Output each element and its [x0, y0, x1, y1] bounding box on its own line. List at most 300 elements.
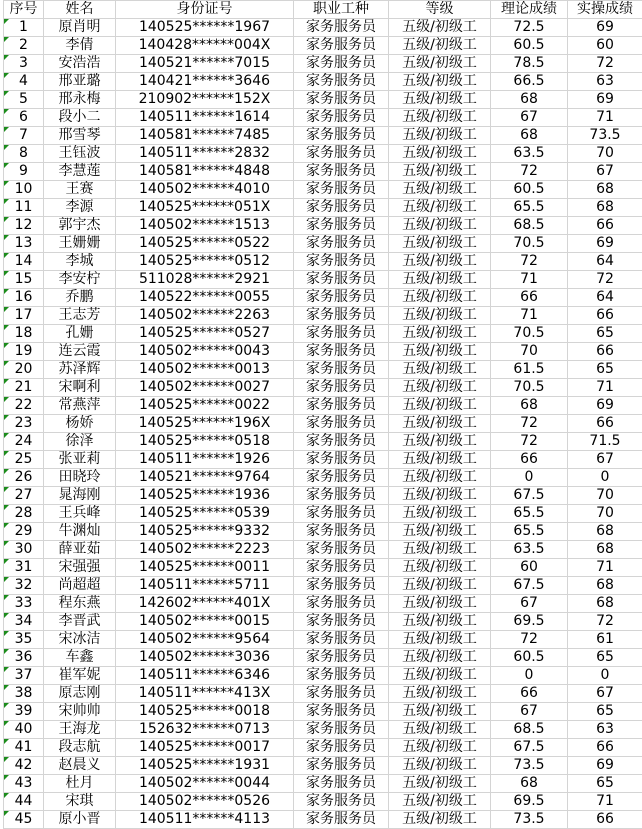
cell-id-number[interactable]: 140525******196X — [116, 415, 294, 433]
cell-occupation[interactable]: 家务服务员 — [294, 703, 389, 721]
cell-seq[interactable] — [4, 577, 44, 595]
header-cell-theory-score[interactable]: 理论成绩 — [491, 1, 568, 19]
cell-practical-score[interactable]: 70 — [568, 487, 642, 505]
cell-practical-score[interactable]: 65 — [568, 649, 642, 667]
cell-occupation[interactable]: 家务服务员 — [294, 181, 389, 199]
cell-level[interactable]: 五级/初级工 — [389, 811, 491, 829]
cell-seq[interactable] — [4, 397, 44, 415]
cell-id-number[interactable]: 140428******004X — [116, 37, 294, 55]
cell-seq[interactable] — [4, 451, 44, 469]
cell-name[interactable]: 崔军妮 — [44, 667, 116, 685]
header-cell-practical-score[interactable]: 实操成绩 — [568, 1, 642, 19]
cell-seq[interactable] — [4, 37, 44, 55]
cell-level[interactable]: 五级/初级工 — [389, 325, 491, 343]
cell-name[interactable]: 原肖明 — [44, 19, 116, 37]
cell-seq[interactable] — [4, 505, 44, 523]
cell-practical-score[interactable]: 69 — [568, 757, 642, 775]
cell-occupation[interactable]: 家务服务员 — [294, 199, 389, 217]
cell-occupation[interactable]: 家务服务员 — [294, 811, 389, 829]
cell-practical-score[interactable]: 67 — [568, 163, 642, 181]
cell-occupation[interactable]: 家务服务员 — [294, 451, 389, 469]
cell-id-number[interactable]: 210902******152X — [116, 91, 294, 109]
cell-name[interactable]: 连云霞 — [44, 343, 116, 361]
cell-theory-score[interactable]: 65.5 — [491, 199, 568, 217]
cell-seq[interactable] — [4, 613, 44, 631]
cell-level[interactable]: 五级/初级工 — [389, 397, 491, 415]
cell-id-number[interactable]: 140525******0011 — [116, 559, 294, 577]
cell-practical-score[interactable]: 72 — [568, 55, 642, 73]
cell-occupation[interactable]: 家务服务员 — [294, 307, 389, 325]
cell-level[interactable]: 五级/初级工 — [389, 631, 491, 649]
cell-practical-score[interactable]: 66 — [568, 217, 642, 235]
cell-level[interactable]: 五级/初级工 — [389, 271, 491, 289]
cell-name[interactable]: 王志芳 — [44, 307, 116, 325]
cell-seq[interactable] — [4, 541, 44, 559]
cell-name[interactable]: 宋强强 — [44, 559, 116, 577]
cell-level[interactable]: 五级/初级工 — [389, 253, 491, 271]
cell-practical-score[interactable]: 68 — [568, 595, 642, 613]
cell-name[interactable]: 李源 — [44, 199, 116, 217]
cell-id-number[interactable]: 140525******051X — [116, 199, 294, 217]
cell-seq[interactable] — [4, 631, 44, 649]
cell-occupation[interactable]: 家务服务员 — [294, 559, 389, 577]
cell-occupation[interactable]: 家务服务员 — [294, 55, 389, 73]
cell-occupation[interactable]: 家务服务员 — [294, 505, 389, 523]
cell-practical-score[interactable]: 71.5 — [568, 433, 642, 451]
cell-practical-score[interactable]: 72 — [568, 613, 642, 631]
cell-level[interactable]: 五级/初级工 — [389, 289, 491, 307]
cell-name[interactable]: 郭宇杰 — [44, 217, 116, 235]
cell-level[interactable]: 五级/初级工 — [389, 361, 491, 379]
cell-practical-score[interactable]: 66 — [568, 415, 642, 433]
cell-name[interactable]: 杜月 — [44, 775, 116, 793]
cell-theory-score[interactable]: 72 — [491, 253, 568, 271]
cell-practical-score[interactable]: 70 — [568, 145, 642, 163]
cell-seq[interactable] — [4, 289, 44, 307]
cell-occupation[interactable]: 家务服务员 — [294, 631, 389, 649]
cell-occupation[interactable]: 家务服务员 — [294, 379, 389, 397]
cell-name[interactable]: 张亚莉 — [44, 451, 116, 469]
cell-name[interactable]: 段志航 — [44, 739, 116, 757]
cell-level[interactable]: 五级/初级工 — [389, 703, 491, 721]
cell-level[interactable]: 五级/初级工 — [389, 217, 491, 235]
cell-occupation[interactable]: 家务服务员 — [294, 793, 389, 811]
cell-occupation[interactable]: 家务服务员 — [294, 163, 389, 181]
cell-occupation[interactable]: 家务服务员 — [294, 253, 389, 271]
cell-id-number[interactable]: 140502******0027 — [116, 379, 294, 397]
cell-name[interactable]: 牛渊灿 — [44, 523, 116, 541]
cell-level[interactable]: 五级/初级工 — [389, 163, 491, 181]
cell-practical-score[interactable]: 0 — [568, 667, 642, 685]
cell-seq[interactable] — [4, 649, 44, 667]
cell-practical-score[interactable]: 65 — [568, 775, 642, 793]
cell-level[interactable]: 五级/初级工 — [389, 73, 491, 91]
cell-id-number[interactable]: 140525******9332 — [116, 523, 294, 541]
cell-theory-score[interactable]: 66 — [491, 685, 568, 703]
cell-seq[interactable] — [4, 181, 44, 199]
cell-seq[interactable] — [4, 523, 44, 541]
cell-id-number[interactable]: 140511******6346 — [116, 667, 294, 685]
cell-theory-score[interactable]: 66 — [491, 451, 568, 469]
cell-theory-score[interactable]: 71 — [491, 307, 568, 325]
cell-seq[interactable] — [4, 379, 44, 397]
cell-practical-score[interactable]: 68 — [568, 577, 642, 595]
header-cell-level[interactable]: 等级 — [389, 1, 491, 19]
cell-theory-score[interactable]: 65.5 — [491, 505, 568, 523]
cell-theory-score[interactable]: 67 — [491, 595, 568, 613]
cell-theory-score[interactable]: 60 — [491, 559, 568, 577]
cell-theory-score[interactable]: 65.5 — [491, 523, 568, 541]
cell-id-number[interactable]: 140525******0512 — [116, 253, 294, 271]
cell-id-number[interactable]: 140525******0518 — [116, 433, 294, 451]
cell-theory-score[interactable]: 60.5 — [491, 649, 568, 667]
cell-id-number[interactable]: 140525******0522 — [116, 235, 294, 253]
cell-level[interactable]: 五级/初级工 — [389, 181, 491, 199]
cell-id-number[interactable]: 140502******4010 — [116, 181, 294, 199]
cell-level[interactable]: 五级/初级工 — [389, 505, 491, 523]
cell-practical-score[interactable]: 61 — [568, 631, 642, 649]
cell-id-number[interactable]: 140521******9764 — [116, 469, 294, 487]
cell-theory-score[interactable]: 72 — [491, 163, 568, 181]
cell-occupation[interactable]: 家务服务员 — [294, 361, 389, 379]
cell-name[interactable]: 宋冰洁 — [44, 631, 116, 649]
cell-level[interactable]: 五级/初级工 — [389, 19, 491, 37]
cell-name[interactable]: 薛亚茹 — [44, 541, 116, 559]
cell-name[interactable]: 安浩浩 — [44, 55, 116, 73]
cell-level[interactable]: 五级/初级工 — [389, 433, 491, 451]
cell-level[interactable]: 五级/初级工 — [389, 109, 491, 127]
cell-occupation[interactable]: 家务服务员 — [294, 595, 389, 613]
cell-id-number[interactable]: 140525******0017 — [116, 739, 294, 757]
cell-name[interactable]: 宋啊利 — [44, 379, 116, 397]
cell-theory-score[interactable]: 68.5 — [491, 721, 568, 739]
cell-seq[interactable] — [4, 145, 44, 163]
cell-id-number[interactable]: 140522******0055 — [116, 289, 294, 307]
cell-practical-score[interactable]: 66 — [568, 739, 642, 757]
cell-occupation[interactable]: 家务服务员 — [294, 613, 389, 631]
cell-name[interactable]: 常燕萍 — [44, 397, 116, 415]
cell-seq[interactable] — [4, 811, 44, 829]
cell-theory-score[interactable]: 67.5 — [491, 739, 568, 757]
cell-name[interactable]: 田晓玲 — [44, 469, 116, 487]
cell-practical-score[interactable]: 65 — [568, 361, 642, 379]
cell-seq[interactable] — [4, 307, 44, 325]
cell-practical-score[interactable]: 63 — [568, 73, 642, 91]
cell-name[interactable]: 赵晨义 — [44, 757, 116, 775]
cell-name[interactable]: 李城 — [44, 253, 116, 271]
cell-theory-score[interactable]: 63.5 — [491, 541, 568, 559]
cell-occupation[interactable]: 家务服务员 — [294, 217, 389, 235]
cell-level[interactable]: 五级/初级工 — [389, 55, 491, 73]
cell-name[interactable]: 晁海刚 — [44, 487, 116, 505]
cell-theory-score[interactable]: 70.5 — [491, 325, 568, 343]
cell-seq[interactable] — [4, 559, 44, 577]
cell-seq[interactable] — [4, 271, 44, 289]
cell-practical-score[interactable]: 60 — [568, 37, 642, 55]
cell-id-number[interactable]: 140502******2263 — [116, 307, 294, 325]
header-cell-occupation[interactable]: 职业工种 — [294, 1, 389, 19]
cell-theory-score[interactable]: 70.5 — [491, 235, 568, 253]
cell-id-number[interactable]: 140421******3646 — [116, 73, 294, 91]
cell-seq[interactable] — [4, 127, 44, 145]
cell-theory-score[interactable]: 72 — [491, 433, 568, 451]
cell-id-number[interactable]: 140502******0526 — [116, 793, 294, 811]
cell-seq[interactable] — [4, 253, 44, 271]
cell-name[interactable]: 李晋武 — [44, 613, 116, 631]
cell-name[interactable]: 孔姗 — [44, 325, 116, 343]
cell-theory-score[interactable]: 63.5 — [491, 145, 568, 163]
cell-theory-score[interactable]: 70.5 — [491, 379, 568, 397]
cell-theory-score[interactable]: 69.5 — [491, 793, 568, 811]
cell-theory-score[interactable]: 72.5 — [491, 19, 568, 37]
cell-seq[interactable] — [4, 163, 44, 181]
cell-seq[interactable] — [4, 595, 44, 613]
cell-name[interactable]: 宋琪 — [44, 793, 116, 811]
cell-theory-score[interactable]: 66.5 — [491, 73, 568, 91]
cell-occupation[interactable]: 家务服务员 — [294, 325, 389, 343]
cell-seq[interactable] — [4, 757, 44, 775]
cell-id-number[interactable]: 140525******1967 — [116, 19, 294, 37]
cell-level[interactable]: 五级/初级工 — [389, 451, 491, 469]
cell-id-number[interactable]: 140502******9564 — [116, 631, 294, 649]
cell-occupation[interactable]: 家务服务员 — [294, 397, 389, 415]
cell-level[interactable]: 五级/初级工 — [389, 721, 491, 739]
cell-seq[interactable] — [4, 217, 44, 235]
cell-theory-score[interactable]: 68.5 — [491, 217, 568, 235]
cell-theory-score[interactable]: 68 — [491, 127, 568, 145]
cell-name[interactable]: 苏泽辉 — [44, 361, 116, 379]
cell-id-number[interactable]: 140502******2223 — [116, 541, 294, 559]
cell-theory-score[interactable]: 72 — [491, 631, 568, 649]
cell-seq[interactable] — [4, 775, 44, 793]
cell-seq[interactable] — [4, 667, 44, 685]
cell-level[interactable]: 五级/初级工 — [389, 343, 491, 361]
cell-occupation[interactable]: 家务服务员 — [294, 415, 389, 433]
cell-seq[interactable] — [4, 325, 44, 343]
cell-level[interactable]: 五级/初级工 — [389, 613, 491, 631]
cell-id-number[interactable]: 140502******0015 — [116, 613, 294, 631]
cell-id-number[interactable]: 140502******3036 — [116, 649, 294, 667]
cell-seq[interactable] — [4, 235, 44, 253]
cell-occupation[interactable]: 家务服务员 — [294, 649, 389, 667]
cell-level[interactable]: 五级/初级工 — [389, 775, 491, 793]
cell-theory-score[interactable]: 67.5 — [491, 577, 568, 595]
cell-occupation[interactable]: 家务服务员 — [294, 235, 389, 253]
cell-practical-score[interactable]: 63 — [568, 721, 642, 739]
cell-theory-score[interactable]: 67 — [491, 703, 568, 721]
cell-id-number[interactable]: 140581******7485 — [116, 127, 294, 145]
cell-practical-score[interactable]: 69 — [568, 91, 642, 109]
cell-level[interactable]: 五级/初级工 — [389, 379, 491, 397]
cell-seq[interactable] — [4, 703, 44, 721]
cell-practical-score[interactable]: 71 — [568, 109, 642, 127]
cell-practical-score[interactable]: 71 — [568, 559, 642, 577]
cell-practical-score[interactable]: 66 — [568, 307, 642, 325]
cell-seq[interactable] — [4, 55, 44, 73]
cell-name[interactable]: 段小二 — [44, 109, 116, 127]
cell-name[interactable]: 原小晋 — [44, 811, 116, 829]
cell-level[interactable]: 五级/初级工 — [389, 577, 491, 595]
cell-name[interactable]: 王兵峰 — [44, 505, 116, 523]
cell-practical-score[interactable]: 65 — [568, 703, 642, 721]
cell-id-number[interactable]: 140525******1936 — [116, 487, 294, 505]
cell-practical-score[interactable]: 71 — [568, 793, 642, 811]
cell-seq[interactable] — [4, 415, 44, 433]
cell-theory-score[interactable]: 68 — [491, 775, 568, 793]
cell-level[interactable]: 五级/初级工 — [389, 595, 491, 613]
cell-name[interactable]: 邢亚璐 — [44, 73, 116, 91]
cell-occupation[interactable]: 家务服务员 — [294, 541, 389, 559]
cell-practical-score[interactable]: 68 — [568, 523, 642, 541]
cell-occupation[interactable]: 家务服务员 — [294, 127, 389, 145]
cell-level[interactable]: 五级/初级工 — [389, 667, 491, 685]
cell-occupation[interactable]: 家务服务员 — [294, 721, 389, 739]
cell-theory-score[interactable]: 72 — [491, 415, 568, 433]
cell-level[interactable]: 五级/初级工 — [389, 415, 491, 433]
cell-occupation[interactable]: 家务服务员 — [294, 739, 389, 757]
cell-seq[interactable] — [4, 685, 44, 703]
cell-seq[interactable] — [4, 469, 44, 487]
cell-practical-score[interactable]: 68 — [568, 199, 642, 217]
cell-id-number[interactable]: 140511******1926 — [116, 451, 294, 469]
cell-occupation[interactable]: 家务服务员 — [294, 145, 389, 163]
cell-name[interactable]: 杨娇 — [44, 415, 116, 433]
cell-practical-score[interactable]: 68 — [568, 181, 642, 199]
cell-practical-score[interactable]: 72 — [568, 271, 642, 289]
cell-id-number[interactable]: 140502******0044 — [116, 775, 294, 793]
cell-occupation[interactable]: 家务服务员 — [294, 271, 389, 289]
cell-id-number[interactable]: 140502******0013 — [116, 361, 294, 379]
cell-id-number[interactable]: 152632******0713 — [116, 721, 294, 739]
cell-practical-score[interactable]: 66 — [568, 343, 642, 361]
cell-occupation[interactable]: 家务服务员 — [294, 343, 389, 361]
cell-theory-score[interactable]: 68 — [491, 397, 568, 415]
cell-practical-score[interactable]: 67 — [568, 685, 642, 703]
cell-level[interactable]: 五级/初级工 — [389, 541, 491, 559]
cell-id-number[interactable]: 140525******1931 — [116, 757, 294, 775]
cell-occupation[interactable]: 家务服务员 — [294, 109, 389, 127]
cell-level[interactable]: 五级/初级工 — [389, 145, 491, 163]
cell-practical-score[interactable]: 0 — [568, 469, 642, 487]
cell-practical-score[interactable]: 65 — [568, 325, 642, 343]
cell-id-number[interactable]: 140525******0527 — [116, 325, 294, 343]
cell-id-number[interactable]: 140511******2832 — [116, 145, 294, 163]
cell-name[interactable]: 王姗姗 — [44, 235, 116, 253]
cell-occupation[interactable]: 家务服务员 — [294, 667, 389, 685]
cell-level[interactable]: 五级/初级工 — [389, 649, 491, 667]
cell-occupation[interactable]: 家务服务员 — [294, 433, 389, 451]
header-cell-name[interactable]: 姓名 — [44, 1, 116, 19]
cell-theory-score[interactable]: 70 — [491, 343, 568, 361]
cell-name[interactable]: 邢永梅 — [44, 91, 116, 109]
cell-seq[interactable] — [4, 487, 44, 505]
cell-name[interactable]: 车鑫 — [44, 649, 116, 667]
cell-id-number[interactable]: 140525******0022 — [116, 397, 294, 415]
cell-practical-score[interactable]: 71 — [568, 379, 642, 397]
cell-practical-score[interactable]: 67 — [568, 451, 642, 469]
cell-id-number[interactable]: 140502******1513 — [116, 217, 294, 235]
cell-level[interactable]: 五级/初级工 — [389, 127, 491, 145]
cell-theory-score[interactable]: 78.5 — [491, 55, 568, 73]
cell-id-number[interactable]: 142602******401X — [116, 595, 294, 613]
cell-level[interactable]: 五级/初级工 — [389, 37, 491, 55]
cell-practical-score[interactable]: 64 — [568, 289, 642, 307]
cell-name[interactable]: 李安柠 — [44, 271, 116, 289]
cell-theory-score[interactable]: 73.5 — [491, 757, 568, 775]
cell-theory-score[interactable]: 0 — [491, 469, 568, 487]
cell-theory-score[interactable]: 67.5 — [491, 487, 568, 505]
cell-level[interactable]: 五级/初级工 — [389, 487, 491, 505]
cell-level[interactable]: 五级/初级工 — [389, 235, 491, 253]
cell-level[interactable]: 五级/初级工 — [389, 739, 491, 757]
cell-occupation[interactable]: 家务服务员 — [294, 469, 389, 487]
cell-seq[interactable] — [4, 73, 44, 91]
cell-id-number[interactable]: 140511******1614 — [116, 109, 294, 127]
cell-occupation[interactable]: 家务服务员 — [294, 757, 389, 775]
cell-name[interactable]: 宋帅帅 — [44, 703, 116, 721]
cell-practical-score[interactable]: 69 — [568, 397, 642, 415]
cell-practical-score[interactable]: 73.5 — [568, 127, 642, 145]
cell-occupation[interactable]: 家务服务员 — [294, 523, 389, 541]
cell-level[interactable]: 五级/初级工 — [389, 793, 491, 811]
cell-name[interactable]: 邢雪琴 — [44, 127, 116, 145]
cell-practical-score[interactable]: 69 — [568, 19, 642, 37]
cell-id-number[interactable]: 140511******413X — [116, 685, 294, 703]
cell-level[interactable]: 五级/初级工 — [389, 685, 491, 703]
cell-practical-score[interactable]: 66 — [568, 811, 642, 829]
cell-theory-score[interactable]: 61.5 — [491, 361, 568, 379]
cell-occupation[interactable]: 家务服务员 — [294, 37, 389, 55]
cell-name[interactable]: 王赛 — [44, 181, 116, 199]
cell-level[interactable]: 五级/初级工 — [389, 469, 491, 487]
cell-theory-score[interactable]: 60.5 — [491, 37, 568, 55]
cell-id-number[interactable]: 140525******0539 — [116, 505, 294, 523]
cell-theory-score[interactable]: 0 — [491, 667, 568, 685]
cell-theory-score[interactable]: 60.5 — [491, 181, 568, 199]
cell-theory-score[interactable]: 71 — [491, 271, 568, 289]
cell-practical-score[interactable]: 68 — [568, 541, 642, 559]
cell-name[interactable]: 李慧莲 — [44, 163, 116, 181]
cell-id-number[interactable]: 140511******5711 — [116, 577, 294, 595]
cell-theory-score[interactable]: 67 — [491, 109, 568, 127]
cell-practical-score[interactable]: 70 — [568, 505, 642, 523]
cell-id-number[interactable]: 511028******2921 — [116, 271, 294, 289]
cell-seq[interactable] — [4, 109, 44, 127]
cell-level[interactable]: 五级/初级工 — [389, 757, 491, 775]
cell-seq[interactable] — [4, 793, 44, 811]
cell-occupation[interactable]: 家务服务员 — [294, 19, 389, 37]
cell-theory-score[interactable]: 69.5 — [491, 613, 568, 631]
cell-theory-score[interactable]: 68 — [491, 91, 568, 109]
cell-occupation[interactable]: 家务服务员 — [294, 775, 389, 793]
cell-name[interactable]: 程东燕 — [44, 595, 116, 613]
cell-occupation[interactable]: 家务服务员 — [294, 685, 389, 703]
cell-seq[interactable] — [4, 199, 44, 217]
cell-name[interactable]: 徐泽 — [44, 433, 116, 451]
cell-theory-score[interactable]: 66 — [491, 289, 568, 307]
cell-seq[interactable] — [4, 739, 44, 757]
cell-name[interactable]: 王钰波 — [44, 145, 116, 163]
cell-name[interactable]: 乔鹏 — [44, 289, 116, 307]
cell-level[interactable]: 五级/初级工 — [389, 523, 491, 541]
cell-occupation[interactable]: 家务服务员 — [294, 577, 389, 595]
cell-id-number[interactable]: 140525******0018 — [116, 703, 294, 721]
cell-occupation[interactable]: 家务服务员 — [294, 487, 389, 505]
cell-seq[interactable] — [4, 721, 44, 739]
cell-name[interactable]: 王海龙 — [44, 721, 116, 739]
cell-occupation[interactable]: 家务服务员 — [294, 73, 389, 91]
cell-seq[interactable] — [4, 343, 44, 361]
